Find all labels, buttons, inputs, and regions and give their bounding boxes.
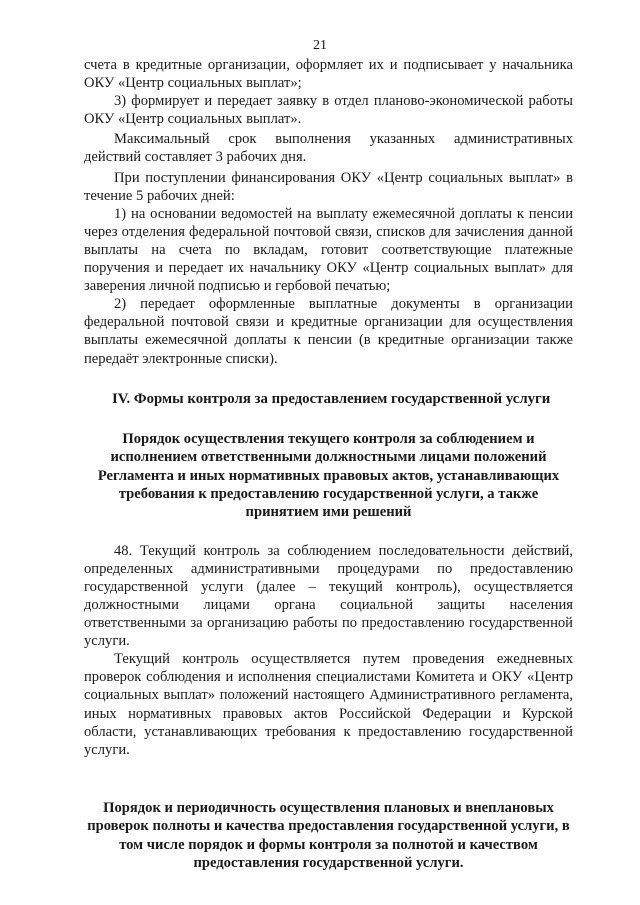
page-number: 21 xyxy=(313,38,327,53)
paragraph: 2) передает оформленные выплатные документы в организации федеральной почтовой связи и кредитные организации для осуществления выплаты ежемесячной доплаты к пенсии (в кредитные организации также передаёт электронные списки). xyxy=(84,296,573,367)
subsection-title: Порядок осуществления текущего контроля за соблюдением и исполнением ответственными должностными лицами положений Регламента и иных нормативных правовых актов, устанавливающих требования к предоставлению государственной услуги, а также принятием ими решений xyxy=(97,430,560,521)
section-title: IV. Формы контроля за предоставлением государственной услуги xyxy=(112,390,551,407)
paragraph: 48. Текущий контроль за соблюдением последовательности действий, определенных административными процедурами по предоставлению государственной услуги (далее – текущий контроль), осуществляется должностными лицами органа социальной защиты населения ответственными за организацию работы по предоставлению государственной услуги. xyxy=(84,542,573,650)
paragraph: 3) формирует и передает заявку в отдел планово-экономической работы ОКУ «Центр социальных выплат». xyxy=(84,93,573,128)
page-content xyxy=(84,56,573,872)
paragraph: При поступлении финансирования ОКУ «Центр социальных выплат» в течение 5 рабочих дней: xyxy=(84,169,573,204)
paragraph: Текущий контроль осуществляется путем проведения ежедневных проверок соблюдения и исполнения специалистами Комитета и ОКУ «Центр социальных выплат» положений настоящего Административного регламента, иных нормативных правовых актов Российской Федерации и Курской области, устанавливающих требования к предоставлению государственной услуги. xyxy=(84,651,573,758)
paragraph: 1) на основании ведомостей на выплату ежемесячной доплаты к пенсии через отделения федеральной почтовой связи, списков для зачисления данной выплаты на счета по вкладам, готовит соответствующие платежные поручения и передает их начальнику ОКУ «Центр социальных выплат» для заверения личной подписью и гербовой печатью; xyxy=(84,205,573,295)
subsection-title: Порядок и периодичность осуществления плановых и внеплановых проверок полноты и качества предоставления государственной услуги, в том числе порядок и формы контроля за полнотой и качеством предоставления государственной услуги. xyxy=(87,799,570,872)
paragraph: Максимальный срок выполнения указанных административных действий составляет 3 рабочих дня. xyxy=(84,131,573,166)
paragraph: счета в кредитные организации, оформляет их и подписывает у начальника ОКУ «Центр социальных выплат»; xyxy=(84,57,573,92)
